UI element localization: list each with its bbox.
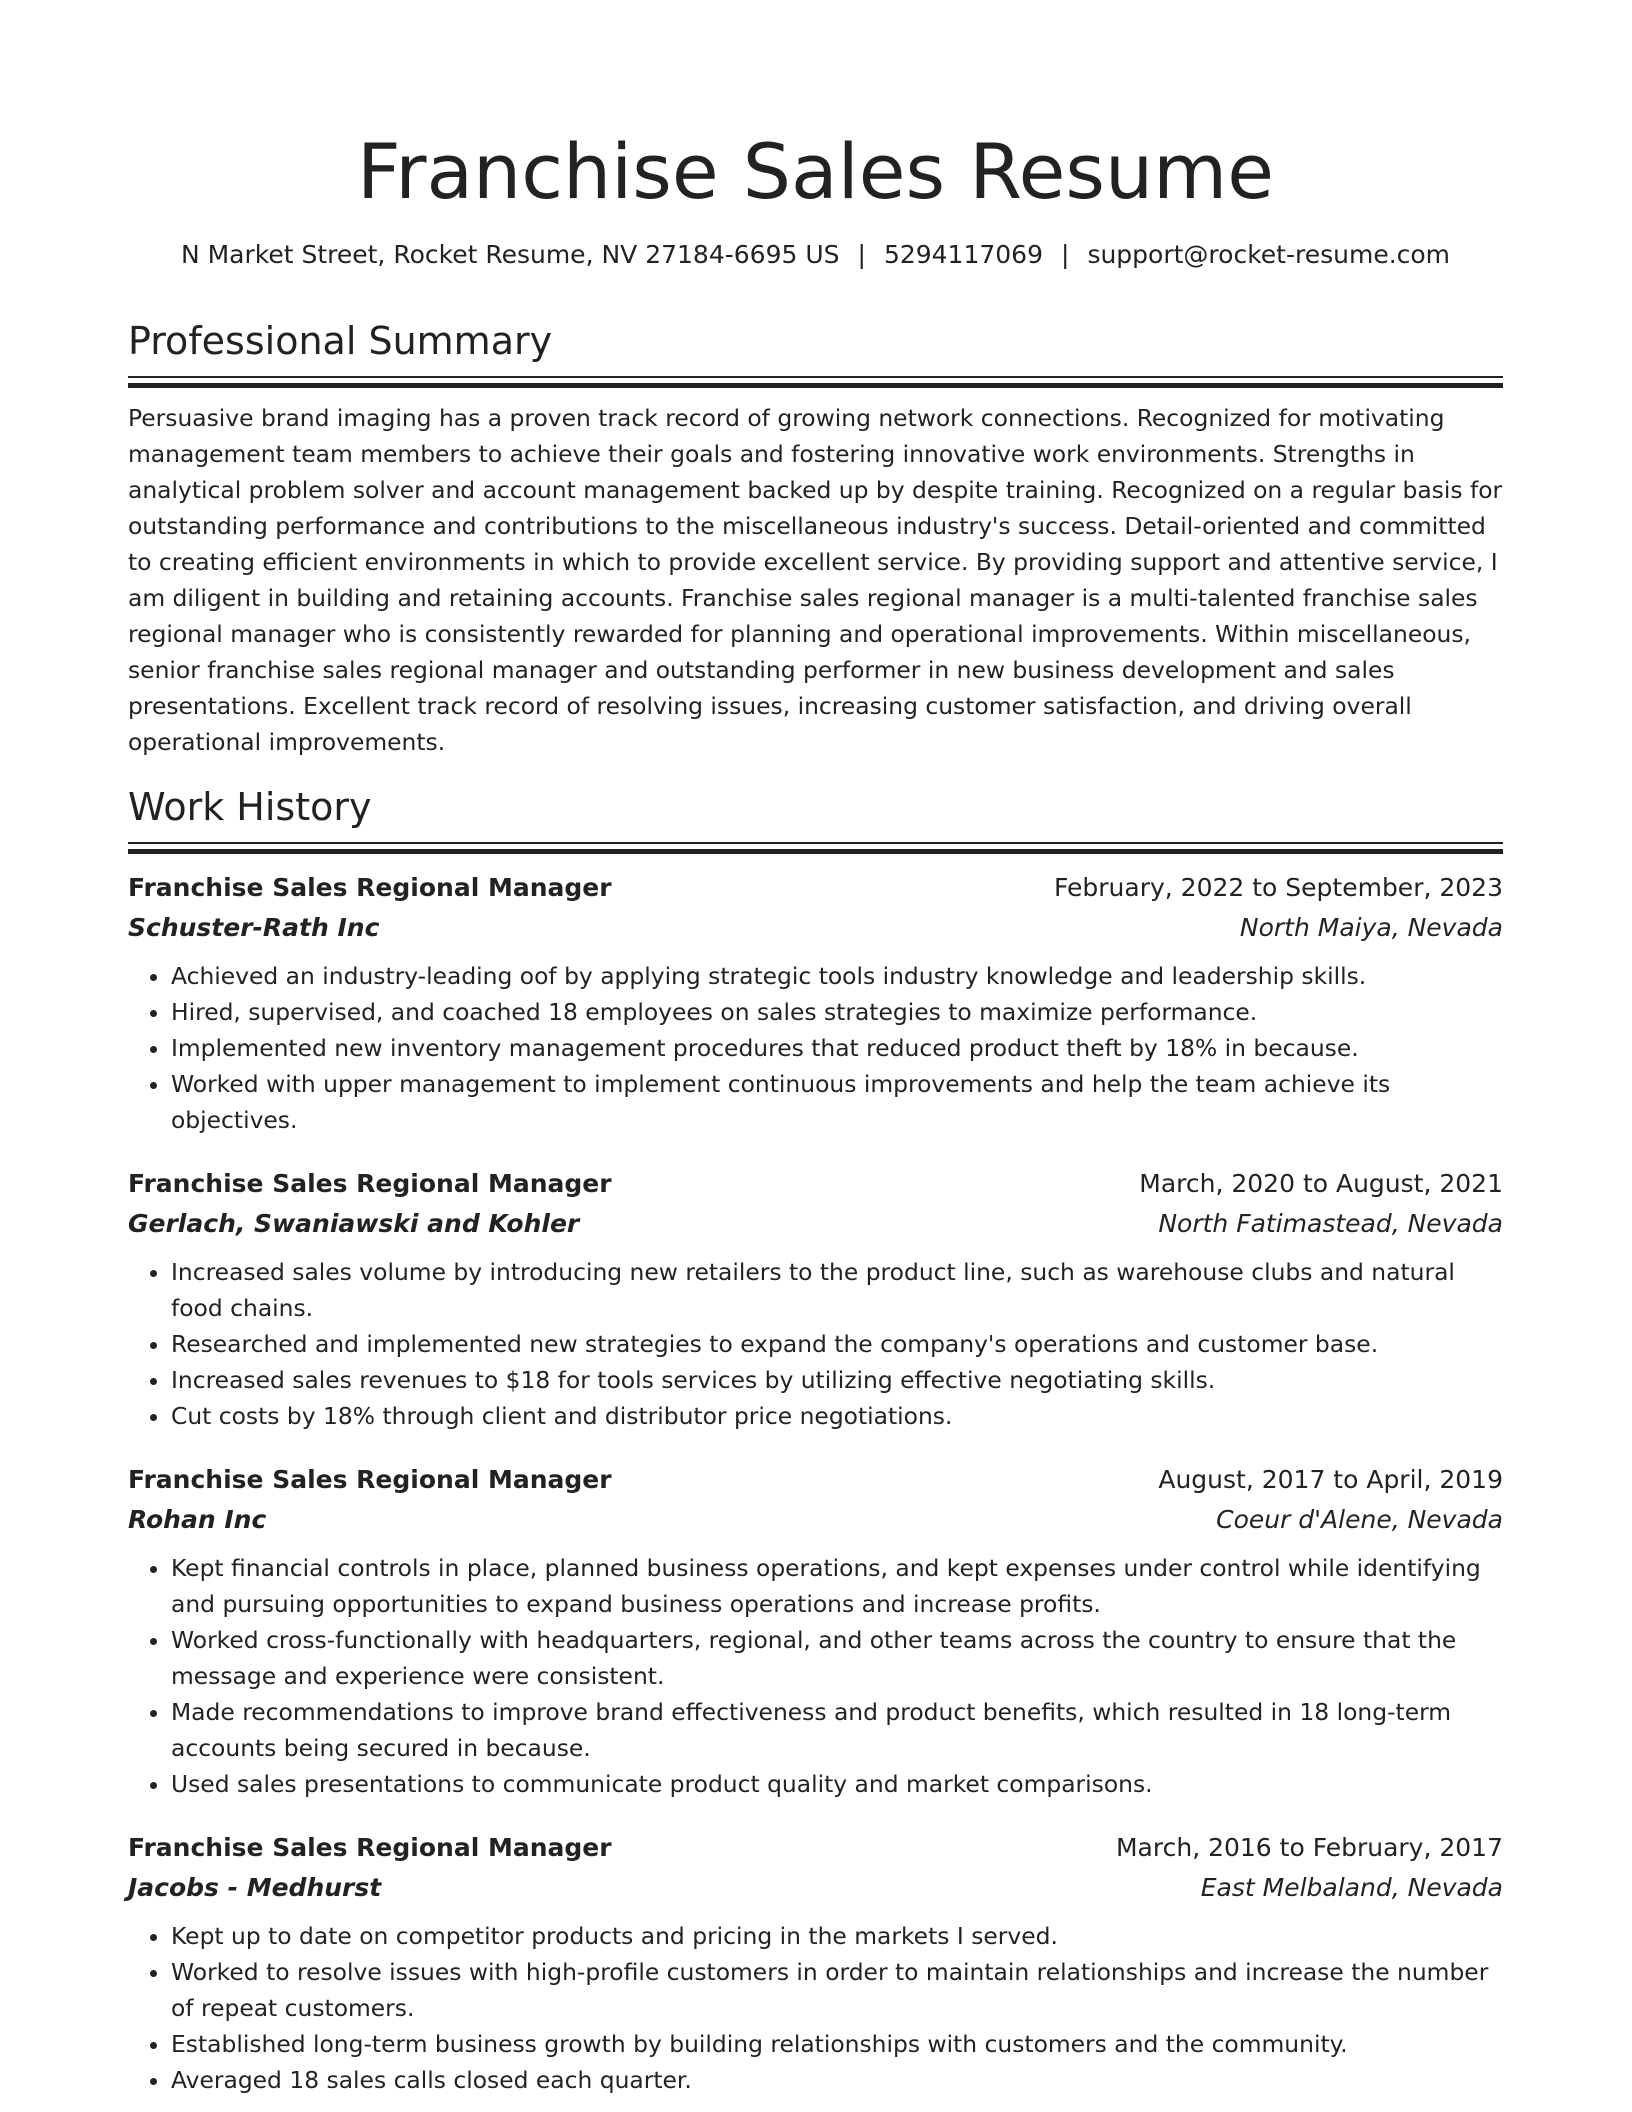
job-location: Coeur d'Alene, Nevada [1216,1505,1503,1534]
contact-phone: 5294117069 [883,240,1043,269]
job-title: Franchise Sales Regional Manager [128,1169,612,1198]
job-bullets [128,1918,1503,2098]
job-company: Rohan Inc [128,1505,267,1534]
job-title: Franchise Sales Regional Manager [128,1465,612,1494]
contact-separator: | [857,240,866,269]
job-company: Schuster-Rath Inc [128,913,380,942]
section-divider [128,842,1503,854]
job-location: North Maiya, Nevada [1239,913,1503,942]
contact-address: N Market Street, Rocket Resume, NV 27184-6695 US [180,240,840,269]
job-bullet: • Researched and implemented new strategies to expand the company's operations and customer base. [171,1326,1503,1362]
job-bullet: • Made recommendations to improve brand effectiveness and product benefits, which resulted in 18 long-term accounts being secured in because. [171,1694,1503,1766]
job-bullet: • Achieved an industry-leading oof by applying strategic tools industry knowledge and leadership skills. [171,958,1503,994]
job-entry [128,868,1503,1138]
job-bullet: • Kept up to date on competitor products and pricing in the markets I served. [171,1918,1503,1954]
job-bullet: • Worked to resolve issues with high-profile customers in order to maintain relationships and increase the number of repeat customers. [171,1954,1503,2026]
work-history-section [128,782,1503,2098]
job-bullet: • Used sales presentations to communicate product quality and market comparisons. [171,1766,1503,1802]
job-dates: March, 2016 to February, 2017 [1115,1833,1503,1862]
job-bullet: • Increased sales volume by introducing new retailers to the product line, such as warehouse clubs and natural food chains. [171,1254,1503,1326]
job-bullet: • Worked with upper management to implement continuous improvements and help the team achieve its objectives. [171,1066,1503,1138]
job-entry [128,1828,1503,2098]
job-bullets [128,1254,1503,1434]
job-bullets [128,1550,1503,1802]
contact-line [128,238,1503,272]
professional-summary-section [128,316,1503,760]
job-dates: August, 2017 to April, 2019 [1158,1465,1503,1494]
job-bullet: • Implemented new inventory management procedures that reduced product theft by 18% in because. [171,1030,1503,1066]
job-dates: March, 2020 to August, 2021 [1139,1169,1503,1198]
job-dates: February, 2022 to September, 2023 [1054,873,1503,902]
section-divider [128,376,1503,388]
job-bullet: • Worked cross-functionally with headquarters, regional, and other teams across the country to ensure that the message and experience were consistent. [171,1622,1503,1694]
job-location: East Melbaland, Nevada [1200,1873,1503,1902]
job-title: Franchise Sales Regional Manager [128,873,612,902]
job-bullet: • Increased sales revenues to $18 for tools services by utilizing effective negotiating skills. [171,1362,1503,1398]
job-bullet: • Kept financial controls in place, planned business operations, and kept expenses under control while identifying and pursuing opportunities to expand business operations and increase profits. [171,1550,1503,1622]
job-company: Gerlach, Swaniawski and Kohler [128,1209,580,1238]
job-bullet: • Averaged 18 sales calls closed each quarter. [171,2062,1503,2098]
job-bullet: • Established long-term business growth by building relationships with customers and the community. [171,2026,1503,2062]
resume-title: Franchise Sales Resume [357,127,1274,216]
job-bullets [128,958,1503,1138]
contact-email: support@rocket-resume.com [1087,240,1451,269]
job-bullet: • Hired, supervised, and coached 18 employees on sales strategies to maximize performance. [171,994,1503,1030]
job-entry [128,1460,1503,1802]
job-bullet: • Cut costs by 18% through client and distributor price negotiations. [171,1398,1503,1434]
summary-paragraph: Persuasive brand imaging has a proven track record of growing network connections. Recognized for motivating management team members to achieve their goals and fostering innovative work environments. Strengths in analytical problem solver and account management backed up by despite training. Recognized on a regular basis for outstanding performance and contributions to the miscellaneous industry's success. Detail-oriented and committed to creating efficient environments in which to provide excellent service. By providing support and attentive service, I am diligent in building and retaining accounts. Franchise sales regional manager is a multi-talented franchise sales regional manager who is consistently rewarded for planning and operational improvements. Within miscellaneous, senior franchise sales regional manager and outstanding performer in new business development and sales presentations. Excellent track record of resolving issues, increasing customer satisfaction, and driving overall operational improvements. [128,404,1503,756]
job-entry [128,1164,1503,1434]
job-location: North Fatimastead, Nevada [1158,1209,1503,1238]
contact-separator: | [1061,240,1070,269]
job-title: Franchise Sales Regional Manager [128,1833,612,1862]
section-heading-summary: Professional Summary [128,319,553,363]
section-heading-work-history: Work History [128,785,372,829]
resume-page [128,0,1503,2098]
job-company: Jacobs - Medhurst [128,1873,382,1902]
